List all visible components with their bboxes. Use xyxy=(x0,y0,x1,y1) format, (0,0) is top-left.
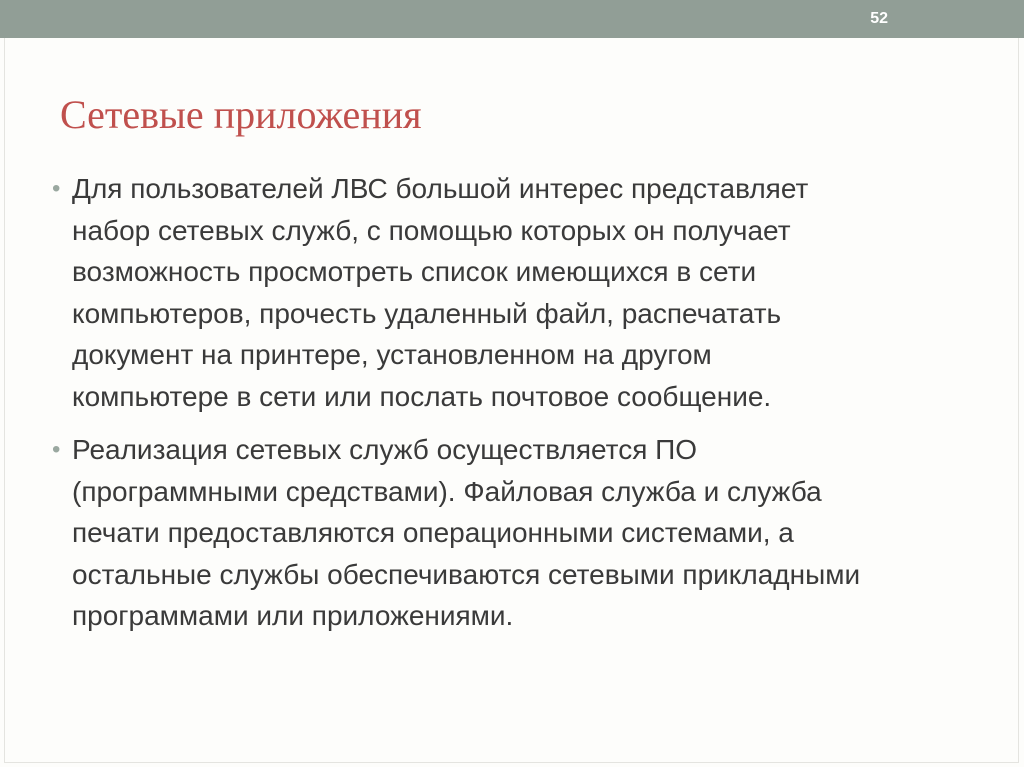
bullet-item xyxy=(52,429,972,637)
bullet-line: Реализация сетевых служб осуществляется ПО xyxy=(72,434,698,465)
bullet-line: документ на принтере, установленном на другом xyxy=(72,339,712,370)
slide-body xyxy=(52,168,972,649)
bullet-item xyxy=(52,168,972,417)
bullet-line: возможность просмотреть список имеющихся в сети xyxy=(72,256,757,287)
slide-number: 52 xyxy=(870,10,888,27)
slide-title: Сетевые приложения xyxy=(60,92,422,137)
bullet-line: компьютере в сети или послать почтовое сообщение. xyxy=(72,380,772,412)
bullet-line: программами или приложениями. xyxy=(72,600,514,631)
bullet-line: Для пользователей ЛВС большой интерес представляет xyxy=(72,173,809,204)
bullet-text xyxy=(72,168,972,417)
bullet-line: печати предоставляются операционными системами, а xyxy=(72,517,794,548)
bullet-dot-icon: • xyxy=(52,436,61,463)
bullet-line: компьютеров, прочесть удаленный файл, распечатать xyxy=(72,297,782,329)
bullet-line: набор сетевых служб, с помощью которых он получает xyxy=(72,214,791,246)
bullet-text xyxy=(72,429,972,637)
bullet-dot-icon: • xyxy=(52,175,61,202)
bullet-line: (программными средствами). Файловая служба и служба xyxy=(72,475,822,507)
bullet-line: остальные службы обеспечиваются сетевыми прикладными xyxy=(72,558,861,590)
slide-header-bar xyxy=(0,0,1024,38)
